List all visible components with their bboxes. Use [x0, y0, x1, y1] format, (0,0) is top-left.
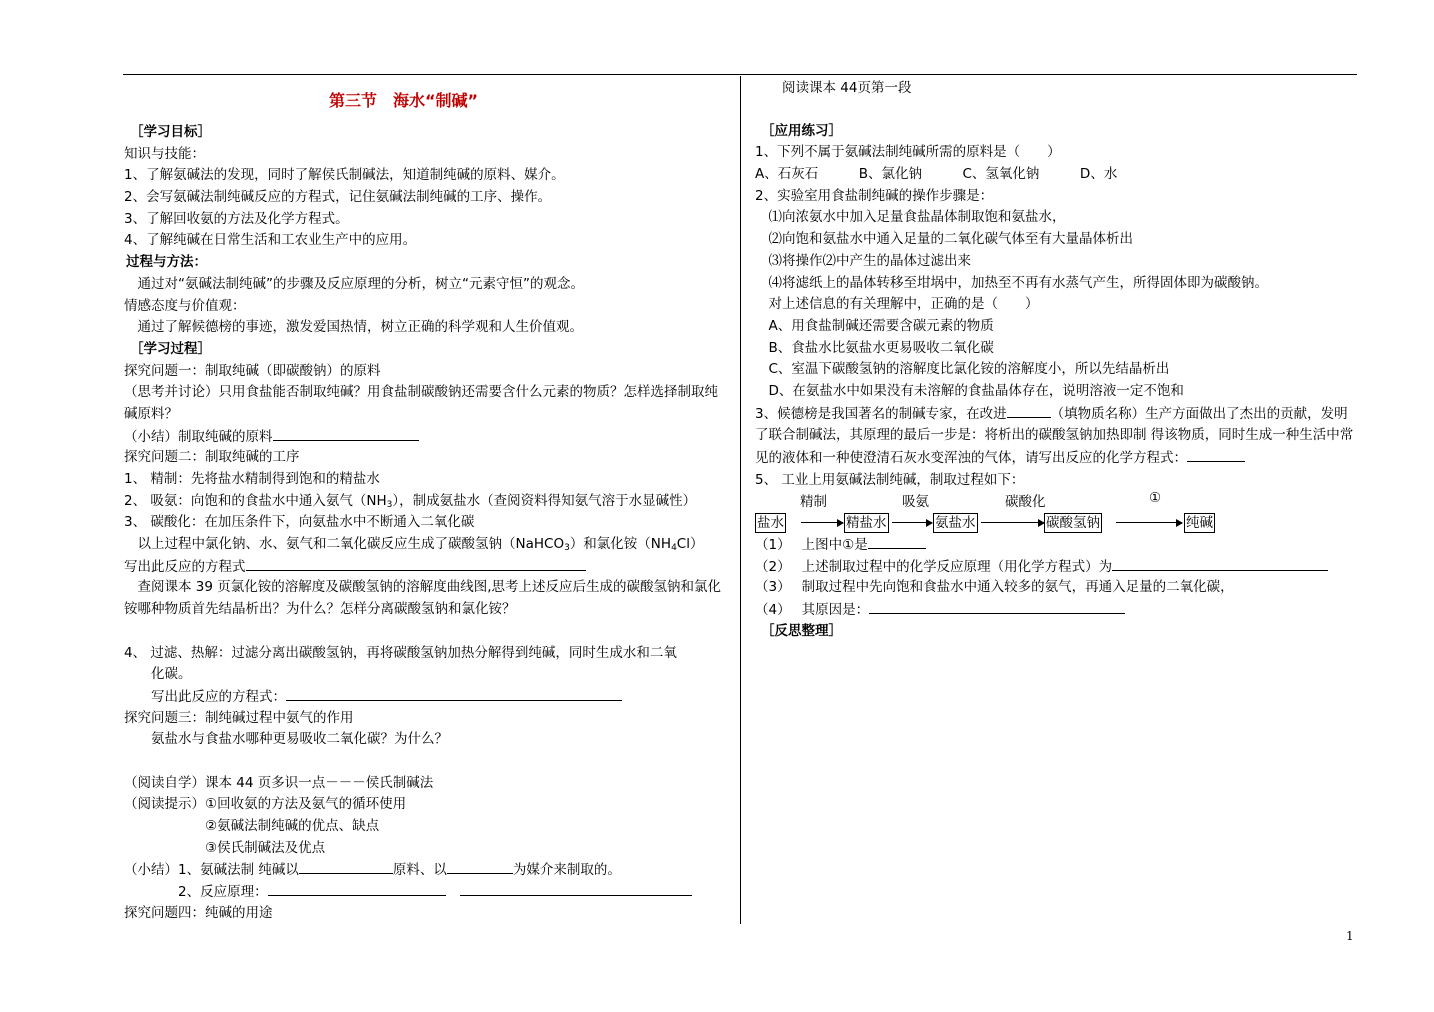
practice-3-a: 3、候德榜是我国著名的制碱专家，在改进 — [755, 405, 1007, 422]
summary-label: （小结）制取纯碱的原料 — [124, 428, 273, 445]
practice-1: 1、下列不属于氨碱法制纯碱所需的原料是（ ） — [755, 144, 1061, 161]
flow-question-1-text: （1） 上图中①是 — [755, 537, 868, 553]
page-title: 第三节 海水“制碱” — [329, 91, 479, 110]
step-3-comment — [124, 534, 728, 556]
answer-blank[interactable] — [1112, 556, 1328, 571]
flow-box-refined-brine: 精盐水 — [846, 515, 887, 531]
knowledge-item-3: 3、了解回收氨的方法及化学方程式。 — [124, 210, 349, 227]
answer-blank[interactable] — [460, 881, 692, 896]
column-divider — [740, 76, 741, 924]
answer-blank[interactable] — [1007, 403, 1051, 418]
flow-label-refine: 精制 — [800, 494, 827, 510]
step-2-text-a: 2、 吸氨：向饱和的食盐水中通入氨气（NH — [124, 492, 387, 509]
knowledge-item-2: 2、会写氨碱法制纯碱反应的方程式，记住氨碱法制纯碱的工序、操作。 — [124, 189, 552, 206]
reflect-heading: ［反思整理］ — [761, 622, 842, 639]
flow-arrow — [1116, 522, 1182, 523]
answer-blank[interactable] — [447, 859, 513, 874]
flow-question-3: （3） 制取过程中先向饱和食盐水中通入较多的氨气，再通入足量的二氧化碳， — [755, 579, 1234, 596]
practice-3 — [755, 403, 1359, 470]
practice-2-option-b: B、食盐水比氨盐水更易吸收二氧化碳 — [755, 339, 994, 356]
equation-blank[interactable] — [286, 686, 622, 701]
question-1: 探究问题一：制取纯碱（即碳酸钠）的原料 — [124, 362, 381, 379]
flow-box-sodium-bicarbonate: 碳酸氢钠 — [1046, 515, 1100, 531]
flow-label-absorb-ammonia: 吸氨 — [902, 494, 929, 510]
answer-blank[interactable] — [1187, 447, 1245, 462]
question-2: 探究问题二：制取纯碱的工序 — [124, 449, 300, 466]
flow-label-step-1: ① — [1149, 490, 1162, 506]
summary-1-a: （小结）1、氨碱法制 纯碱以 — [124, 862, 299, 879]
reading-hint-1: （阅读提示）①回收氨的方法及氨气的循环使用 — [124, 796, 407, 813]
page-number: 1 — [1346, 929, 1354, 943]
learning-heading: ［学习过程］ — [130, 340, 211, 357]
reading-hint-3: ③侯氏制碱法及优点 — [124, 839, 326, 856]
summary-1 — [124, 859, 728, 881]
summary-2 — [124, 881, 728, 903]
flow-box-soda-ash: 纯碱 — [1186, 515, 1213, 531]
answer-blank[interactable] — [869, 599, 1125, 614]
summary-2-label: 2、反应原理： — [124, 884, 268, 901]
step-2-text-b: ），制成氨盐水（查阅资料得知氨气溶于水显碱性） — [392, 492, 697, 509]
step-3: 3、 碳酸化：在加压条件下，向氨盐水中不断通入二氧化碳 — [124, 514, 475, 531]
flow-arrow — [892, 522, 932, 523]
flow-question-4-text: （4） 其原因是： — [755, 602, 870, 619]
knowledge-heading: 知识与技能： — [124, 145, 205, 162]
flow-question-4 — [755, 599, 1359, 621]
subscript: 3 — [564, 543, 570, 554]
flow-question-2-text: （2） 上述制取过程中的化学反应原理（用化学方程式）为 — [755, 558, 1113, 575]
question-1-discussion: （思考并讨论）只用食盐能否制取纯碱？用食盐制碳酸钠还需要含什么元素的物质？怎样选择制取纯碱原料？ — [124, 384, 718, 422]
step-3-comment-b: ）和氯化铵（NH — [569, 536, 672, 553]
right-column — [755, 78, 1359, 491]
answer-blank[interactable] — [299, 859, 393, 874]
flow-arrow — [801, 522, 843, 523]
question-4: 探究问题四：纯碱的用途 — [124, 904, 273, 921]
practice-2-option-a: A、用食盐制碱还需要含碳元素的物质 — [755, 317, 994, 334]
flow-question-1 — [755, 534, 1359, 556]
practice-2-question: 对上述信息的有关理解中，正确的是（ ） — [755, 296, 1039, 313]
question-3-text: 氨盐水与食盐水哪种更易吸收二氧化碳？为什么？ — [124, 731, 448, 748]
answer-blank[interactable] — [273, 426, 419, 441]
practice-2-step-4: ⑷将滤纸上的晶体转移至坩埚中，加热至不再有水蒸气产生，所得固体即为碳酸钠。 — [755, 274, 1268, 291]
step-4-b: 化碳。 — [124, 666, 192, 683]
flow-arrow — [981, 522, 1044, 523]
equation-label: 写出此反应的方程式 — [124, 558, 246, 575]
subscript: 4 — [671, 543, 677, 554]
practice-3-b: （填物质名称）生产方面做出了杰出的贡献，发明了联合制碱法，其原理的最后一步是：将析出的碳酸氢钠加热即制 得该物质，同时生成一种生活中常见的液体和一种使澄清石灰水变浑浊的气体，请写出反应的化学方程式： — [755, 405, 1354, 467]
practice-2-step-1: ⑴向浓氨水中加入足量食盐晶体制取饱和氨盐水， — [755, 209, 1066, 226]
practice-5: 5、 工业上用氨碱法制纯碱，制取过程如下： — [755, 471, 1025, 488]
answer-blank[interactable] — [268, 881, 446, 896]
emotion-heading: 情感态度与价值观： — [124, 297, 246, 314]
practice-2-step-3: ⑶将操作⑵中产生的晶体过滤出来 — [755, 252, 971, 269]
flow-box-ammonia-brine: 氨盐水 — [935, 515, 976, 531]
summary-1-b: 原料、以 — [392, 862, 447, 879]
right-column-lower — [755, 534, 1359, 642]
process-text: 通过对“氨碱法制纯碱”的步骤及反应原理的分析，树立“元素守恒”的观念。 — [124, 275, 584, 292]
practice-2-option-c: C、室温下碳酸氢钠的溶解度比氯化铵的溶解度小，所以先结晶析出 — [755, 361, 1170, 378]
flow-label-carbonation: 碳酸化 — [1005, 494, 1046, 510]
step-3-question: 查阅课本 39 页氯化铵的溶解度及碳酸氢钠的溶解度曲线图,思考上述反应后生成的碳酸氢钠和氯化铵哪种物质首先结晶析出？为什么？怎样分离碳酸氢钠和氯化铵？ — [124, 579, 722, 618]
step-4-a: 4、 过滤、热解：过滤分离出碳酸氢钠，再将碳酸氢钠加热分解得到纯碱，同时生成水和二氧 — [124, 644, 677, 661]
top-rule — [123, 74, 1357, 75]
flow-question-2 — [755, 556, 1359, 578]
step-3-equation — [124, 556, 728, 578]
step-4-equation — [124, 686, 728, 708]
equation-blank[interactable] — [246, 556, 586, 571]
goals-heading: ［学习目标］ — [130, 124, 211, 140]
emotion-text: 通过了解候德榜的事迹，激发爱国热情，树立正确的科学观和人生价值观。 — [124, 319, 583, 336]
subscript: 3 — [386, 499, 393, 510]
practice-2-step-2: ⑵向饱和氨盐水中通入足量的二氧化碳气体至有大量晶体析出 — [755, 231, 1133, 248]
step-2 — [124, 491, 728, 513]
practice-1-options: A、石灰石 B、氯化钠 C、氢氧化钠 D、水 — [755, 166, 1118, 183]
answer-blank[interactable] — [868, 534, 926, 549]
practice-heading: ［应用练习］ — [761, 122, 842, 139]
reading-note: 阅读课本 44页第一段 — [755, 80, 912, 96]
process-heading: 过程与方法： — [126, 254, 207, 271]
reading-self-study: （阅读自学）课本 44 页多识一点－－－侯氏制碱法 — [124, 774, 434, 791]
process-flow-diagram — [755, 488, 1355, 538]
question-1-summary — [124, 426, 728, 448]
flow-box-brine: 盐水 — [757, 515, 784, 531]
reading-hint-2: ②氨碱法制纯碱的优点、缺点 — [124, 818, 380, 835]
practice-2-option-d: D、在氨盐水中如果没有未溶解的食盐晶体存在，说明溶液一定不饱和 — [755, 382, 1184, 399]
practice-2: 2、实验室用食盐制纯碱的操作步骤是： — [755, 187, 994, 204]
knowledge-item-4: 4、了解纯碱在日常生活和工农业生产中的应用。 — [124, 232, 417, 249]
equation-label: 写出此反应的方程式： — [124, 688, 286, 705]
step-3-comment-a: 以上过程中氯化钠、水、氨气和二氧化碳反应生成了碳酸氢钠（NaHCO — [124, 536, 565, 553]
knowledge-item-1: 1、了解氨碱法的发现，同时了解侯氏制碱法，知道制纯碱的原料、媒介。 — [124, 167, 565, 184]
left-column — [124, 80, 728, 925]
summary-1-c: 为媒介来制取的。 — [512, 862, 621, 879]
step-3-comment-c: Cl） — [676, 536, 704, 553]
question-3: 探究问题三：制纯碱过程中氨气的作用 — [124, 709, 354, 726]
step-1: 1、 精制：先将盐水精制得到饱和的精盐水 — [124, 471, 380, 488]
